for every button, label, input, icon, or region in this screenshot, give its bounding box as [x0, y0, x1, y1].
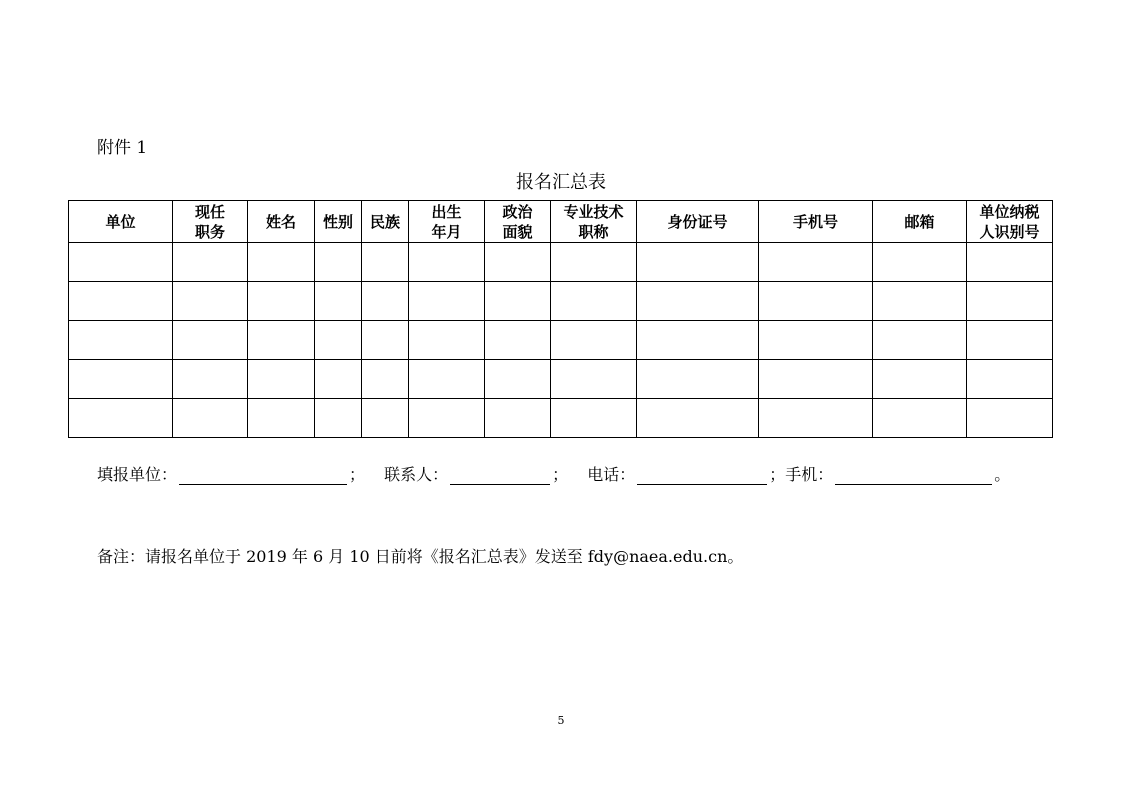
- header-email: 邮箱: [873, 201, 967, 243]
- table-cell[interactable]: [362, 360, 409, 399]
- header-birth-date: 出生 年月: [409, 201, 485, 243]
- header-unit: 单位: [69, 201, 173, 243]
- header-name: 姓名: [248, 201, 315, 243]
- table-cell[interactable]: [485, 243, 551, 282]
- table-cell[interactable]: [637, 399, 759, 438]
- unit-blank[interactable]: [179, 466, 347, 485]
- header-mobile: 手机号: [759, 201, 873, 243]
- table-cell[interactable]: [69, 360, 173, 399]
- table-cell[interactable]: [759, 282, 873, 321]
- table-cell[interactable]: [967, 360, 1053, 399]
- contact-blank[interactable]: [450, 466, 550, 485]
- table-cell[interactable]: [69, 282, 173, 321]
- mobile-blank[interactable]: [835, 466, 992, 485]
- note: 备注：请报名单位于 2019 年 6 月 10 日前将《报名汇总表》发送至 fdy@naea.edu.cn。: [97, 547, 744, 566]
- table-cell[interactable]: [362, 282, 409, 321]
- table-cell[interactable]: [637, 243, 759, 282]
- table-cell[interactable]: [362, 243, 409, 282]
- table-cell[interactable]: [173, 321, 248, 360]
- table-cell[interactable]: [759, 360, 873, 399]
- table-cell[interactable]: [315, 282, 362, 321]
- table-cell[interactable]: [485, 360, 551, 399]
- table-cell[interactable]: [873, 360, 967, 399]
- table-cell[interactable]: [362, 399, 409, 438]
- table-cell[interactable]: [637, 321, 759, 360]
- table-cell[interactable]: [551, 360, 637, 399]
- table-cell[interactable]: [873, 282, 967, 321]
- table-row: [69, 399, 1053, 438]
- table-cell[interactable]: [69, 243, 173, 282]
- table-cell[interactable]: [551, 321, 637, 360]
- table-cell[interactable]: [248, 399, 315, 438]
- end-mark: 。: [994, 465, 1011, 484]
- header-position: 现任 职务: [173, 201, 248, 243]
- table-cell[interactable]: [315, 399, 362, 438]
- table-cell[interactable]: [967, 399, 1053, 438]
- table-cell[interactable]: [967, 282, 1053, 321]
- attachment-label: 附件 1: [97, 138, 148, 158]
- table-cell[interactable]: [551, 399, 637, 438]
- table-cell[interactable]: [637, 360, 759, 399]
- table-cell[interactable]: [409, 321, 485, 360]
- table-cell[interactable]: [248, 282, 315, 321]
- table-row: [69, 321, 1053, 360]
- table-cell[interactable]: [173, 243, 248, 282]
- table-cell[interactable]: [967, 243, 1053, 282]
- separator: ；: [349, 465, 366, 484]
- table-cell[interactable]: [873, 243, 967, 282]
- separator: ；: [552, 465, 569, 484]
- table-cell[interactable]: [248, 321, 315, 360]
- table-cell[interactable]: [873, 321, 967, 360]
- table-cell[interactable]: [409, 243, 485, 282]
- table-cell[interactable]: [551, 282, 637, 321]
- fill-in-line: [97, 462, 1010, 485]
- table-cell[interactable]: [409, 399, 485, 438]
- table-cell[interactable]: [315, 243, 362, 282]
- table-cell[interactable]: [637, 282, 759, 321]
- table-cell[interactable]: [315, 360, 362, 399]
- unit-label: 填报单位：: [97, 465, 178, 484]
- table-cell[interactable]: [967, 321, 1053, 360]
- table-cell[interactable]: [485, 399, 551, 438]
- table-cell[interactable]: [409, 360, 485, 399]
- phone-label: 电话：: [587, 465, 636, 484]
- table-cell[interactable]: [173, 360, 248, 399]
- table-header-row: [69, 201, 1053, 243]
- contact-label: 联系人：: [384, 465, 449, 484]
- page-number: 5: [557, 714, 565, 727]
- table-cell[interactable]: [69, 399, 173, 438]
- table-cell[interactable]: [248, 243, 315, 282]
- table-cell[interactable]: [315, 321, 362, 360]
- table-cell[interactable]: [362, 321, 409, 360]
- table-title: 报名汇总表: [516, 172, 606, 193]
- table-cell[interactable]: [485, 321, 551, 360]
- table-cell[interactable]: [759, 321, 873, 360]
- separator: ；: [769, 465, 786, 484]
- table-row: [69, 282, 1053, 321]
- header-tax-id: 单位纳税 人识别号: [967, 201, 1053, 243]
- header-ethnicity: 民族: [362, 201, 409, 243]
- table-cell[interactable]: [485, 282, 551, 321]
- table-cell[interactable]: [873, 399, 967, 438]
- table-cell[interactable]: [551, 243, 637, 282]
- header-professional-title: 专业技术 职称: [551, 201, 637, 243]
- header-id-number: 身份证号: [637, 201, 759, 243]
- header-gender: 性别: [315, 201, 362, 243]
- table-row: [69, 243, 1053, 282]
- table-cell[interactable]: [69, 321, 173, 360]
- mobile-label: 手机：: [785, 465, 834, 484]
- table-body: [69, 243, 1053, 438]
- table-cell[interactable]: [409, 282, 485, 321]
- table-row: [69, 360, 1053, 399]
- phone-blank[interactable]: [637, 466, 767, 485]
- table-cell[interactable]: [173, 282, 248, 321]
- registration-summary-table: [68, 200, 1053, 438]
- table-cell[interactable]: [173, 399, 248, 438]
- table-cell[interactable]: [759, 399, 873, 438]
- table-cell[interactable]: [759, 243, 873, 282]
- table-cell[interactable]: [248, 360, 315, 399]
- header-political-status: 政治 面貌: [485, 201, 551, 243]
